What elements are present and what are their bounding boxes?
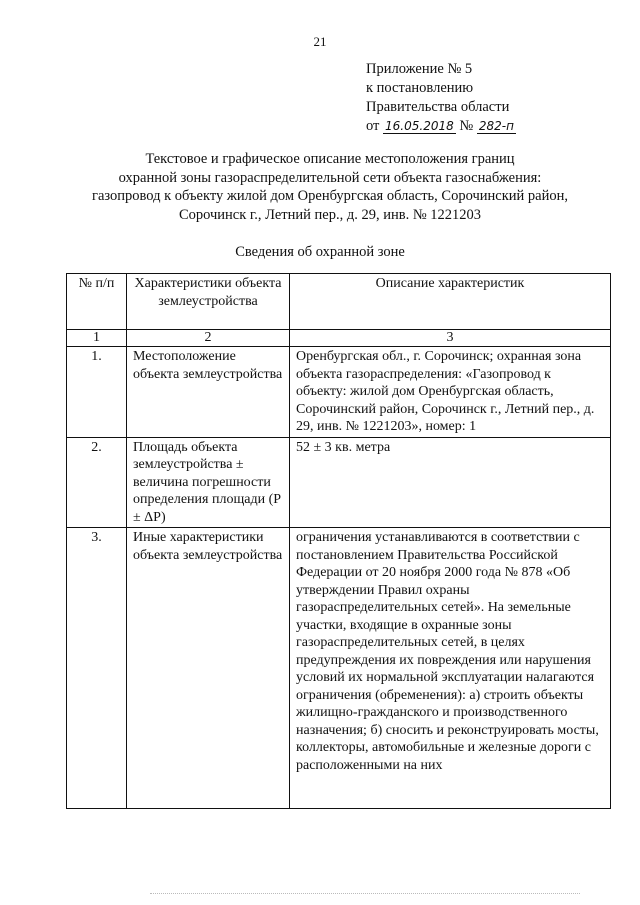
from-label: от	[366, 118, 380, 134]
row-description: Оренбургская обл., г. Сорочинск; охранная зона объекта газораспределения: «Газопровод к объекту: жилой дом Оренбургская область, Сорочинский район, Сорочинск г., Летний пер., д. 29, инв. № 1221203», номер: 1	[290, 347, 611, 438]
header-description: Описание характеристик	[290, 274, 611, 330]
row-description: ограничения устанавливаются в соответствии с постановлением Правительства Российской Федерации от 20 ноября 2000 года № 878 «Об утверждении Правил охраны газораспределительных сетей». На земельные участки, входящие в охранные зоны газораспределительных сетей, в целях предупреждения их повреждения или нарушения условий их нормальной эксплуатации налагаются ограничения (обременения): а) строить объекты жилищно-гражданского и производственного назначения; б) сносить и реконструировать мосты, коллекторы, автомобильные и железные дороги с расположенными на них	[296, 530, 599, 773]
table-row	[67, 437, 611, 528]
page-number: 21	[313, 34, 327, 49]
document-title	[60, 150, 600, 224]
title-line-3: газопровод к объекту жилой дом Оренбургская область, Сорочинский район,	[92, 188, 568, 204]
table-header-row	[67, 274, 611, 330]
column-number-row	[67, 330, 611, 347]
table-row	[67, 347, 611, 438]
section-heading: Сведения об охранной зоне	[235, 244, 405, 260]
table-row	[67, 528, 611, 809]
handwritten-date: 16.05.2018	[385, 119, 454, 133]
row-characteristic: Площадь объекта землеустройства ± величина погрешности определения площади (P ± ΔP)	[127, 437, 290, 528]
header-characteristics: Характеристики объекта землеустройства	[127, 274, 290, 330]
title-line-4: Сорочинск г., Летний пер., д. 29, инв. № 1221203	[178, 206, 482, 223]
appendix-date-line	[366, 117, 516, 136]
column-number: 2	[127, 330, 290, 347]
column-number: 1	[67, 330, 127, 347]
row-characteristic: Иные характеристики объекта землеустройства	[127, 528, 290, 809]
row-num: 2.	[67, 437, 127, 528]
row-characteristic: Местоположение объекта землеустройства	[127, 347, 290, 438]
row-num: 3.	[67, 528, 127, 809]
title-line-2: охранной зоны газораспределительной сети объекта газоснабжения:	[118, 169, 542, 186]
protection-zone-table	[66, 273, 611, 809]
number-label: №	[459, 118, 474, 134]
page-bottom-edge	[150, 893, 580, 898]
row-description-cell	[290, 528, 611, 809]
appendix-block	[366, 60, 516, 136]
header-num: № п/п	[67, 274, 127, 330]
handwritten-number: 282-п	[478, 119, 514, 133]
title-line-1: Текстовое и графическое описание местоположения границ	[145, 151, 515, 167]
row-num: 1.	[67, 347, 127, 438]
appendix-line-1: Приложение № 5	[366, 61, 473, 77]
appendix-line-3: Правительства области	[366, 99, 510, 115]
column-number: 3	[290, 330, 611, 347]
row-description: 52 ± 3 кв. метра	[290, 437, 611, 528]
appendix-line-2: к постановлению	[366, 80, 474, 96]
